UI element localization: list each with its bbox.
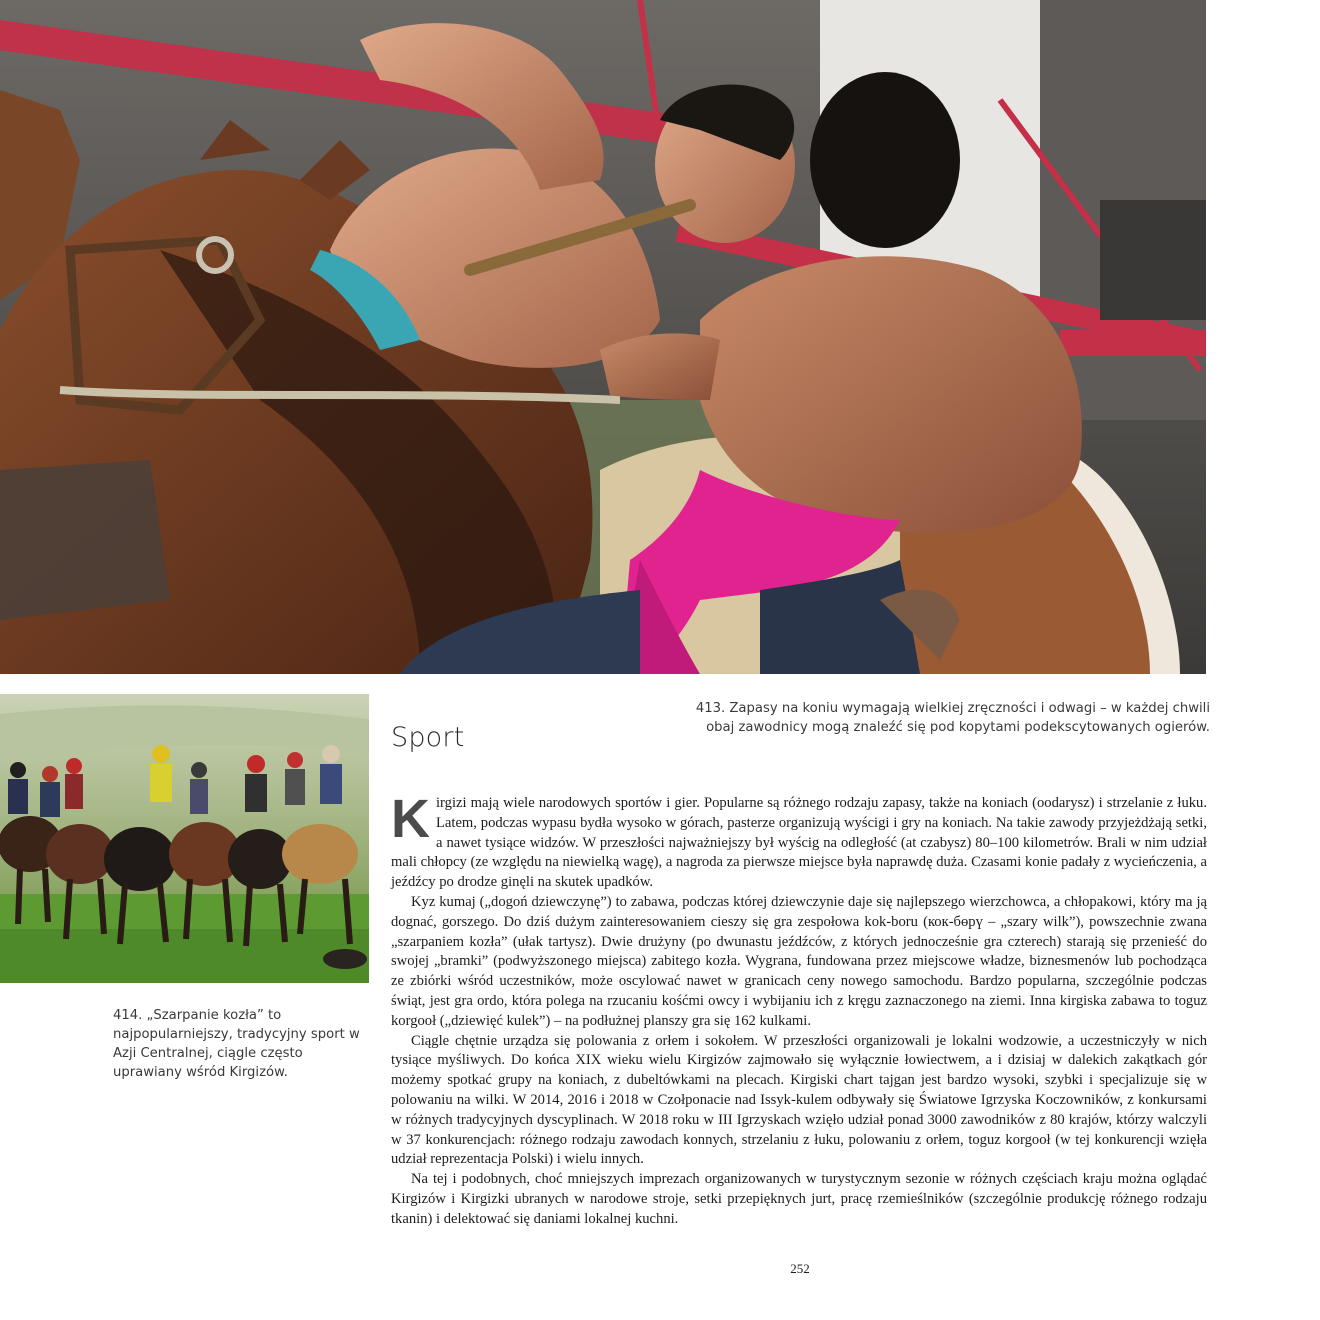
section-title: Sport [391,722,465,753]
secondary-photo-caption: 414. „Szarpanie kozła” to najpopularniejszy, tradycyjny sport w Azji Centralnej, ciągle często uprawiany wśród Kirgizów. [113,1008,360,1080]
paragraph-1 [391,789,1207,893]
paragraph-2: Kyz kumaj („dogoń dziewczynę”) to zabawa, podczas której dziewczynie daje się najlepszego wierzchowca, a chłopakowi, który ma ją dognać, gorszego. Do dziś dużym zainteresowaniem cieszy się gra zespołowa kok-boru (кок-бөрү – „szary wilk”), powszechnie zwana „szarpaniem kozła” (ułak tartysz). Dwie drużyny (po dwunastu jeźdźców, z których jednocześnie gra czterech) starają się przenieść do swojej „bramki” (podwyższonego miejsca) zabitego kozła. Wygrana, fundowana przez miejscowe władze, biznesmenów lub pochodząca ze zbiórki wśród uczestników, może oscylować nawet w granicach ceny nowego samochodu. Bardzo popularna, szczególnie podczas świąt, jest gra ordo, która polega na rzucaniu kośćmi owcy i wybijaniu ich z kręgu zaznaczonego na ziemi. Inna kirgiska zabawa to toguz korgooł („dziewięć kulek”) – na podłużnej planszy gra się 162 kulkami. [391,893,1207,1029]
paragraph-4: Na tej i podobnych, choć mniejszych imprezach organizowanych w turystycznym sezonie w różnych częściach kraju można oglądać Kirgizów i Kirgizki ubranych w narodowe stroje, setki przepięknych jurt, pracę rzemieślników (szczególnie produkcję różnego rodzaju tkanin) i delektować się daniami lokalnej kuchni. [391,1171,1207,1227]
secondary-photo-kok-boru [0,694,369,983]
article-body [391,789,1207,1230]
drop-cap: K [391,789,430,849]
paragraph-3: Ciągle chętnie urządza się polowania z orłem i sokołem. W przeszłości organizowali je lokalni wodzowie, a uczestniczyły w nich tysiące myśliwych. Do końca XIX wieku wielu Kirgizów zajmowało się wyłącznie łowiectwem, a i dzisiaj w dalekich zakątkach gór możemy spotkać grupy na koniach, z dubeltówkami na plecach. Kirgiski chart tajgan jest bardzo wysoki, szybki i specjalizuje się w polowaniu na wilki. W 2014, 2016 i 2018 w Czołponacie nad Issyk-kulem odbywały się Światowe Igrzyska Koczowników, z konkursami w różnych tradycyjnych dyscyplinach. W 2018 roku w III Igrzyskach wzięło udział ponad 3000 zawodników z 80 krajów, którzy walczyli w 37 konkurencjach: różnego rodzaju zawodach konnych, strzelaniu z łuku, polowaniu z orłem, toguz korgooł (w tej konkurencji wzięła udział reprezentacja Polski) i wielu innych. [391,1032,1207,1168]
paragraph-1-text: irgizi mają wiele narodowych sportów i gier. Popularne są różnego rodzaju zapasy, także na koniach (oodarysz) i strzelanie z łuku. Latem, podczas wypasu bydła wysoko w górach, pasterze organizują wyścigi i gry na koniach. Na takie zawody przyjeżdżają setki, a nawet tysiące widzów. W przeszłości najważniejszy był wyścig na odległość (at czabysz) 80–100 kilometrów. Brali w nim udział mali chłopcy (ze względu na niewielką wagę), a nagroda za pierwsze miejsce była naprawdę duża. Czasami konie padały z wycieńczenia, a jeźdźcy po drodze ginęli na skutek upadków. [391,795,1207,891]
main-photo-caption: 413. Zapasy na koniu wymagają wielkiej zręczności i odwagi – w każdej chwili obaj zawodnicy mogą znaleźć się pod kopytami podekscytowanych ogierów. [695,701,1210,735]
main-photo-horseback-wrestling [0,0,1206,674]
page-number: 252 [790,1261,810,1276]
